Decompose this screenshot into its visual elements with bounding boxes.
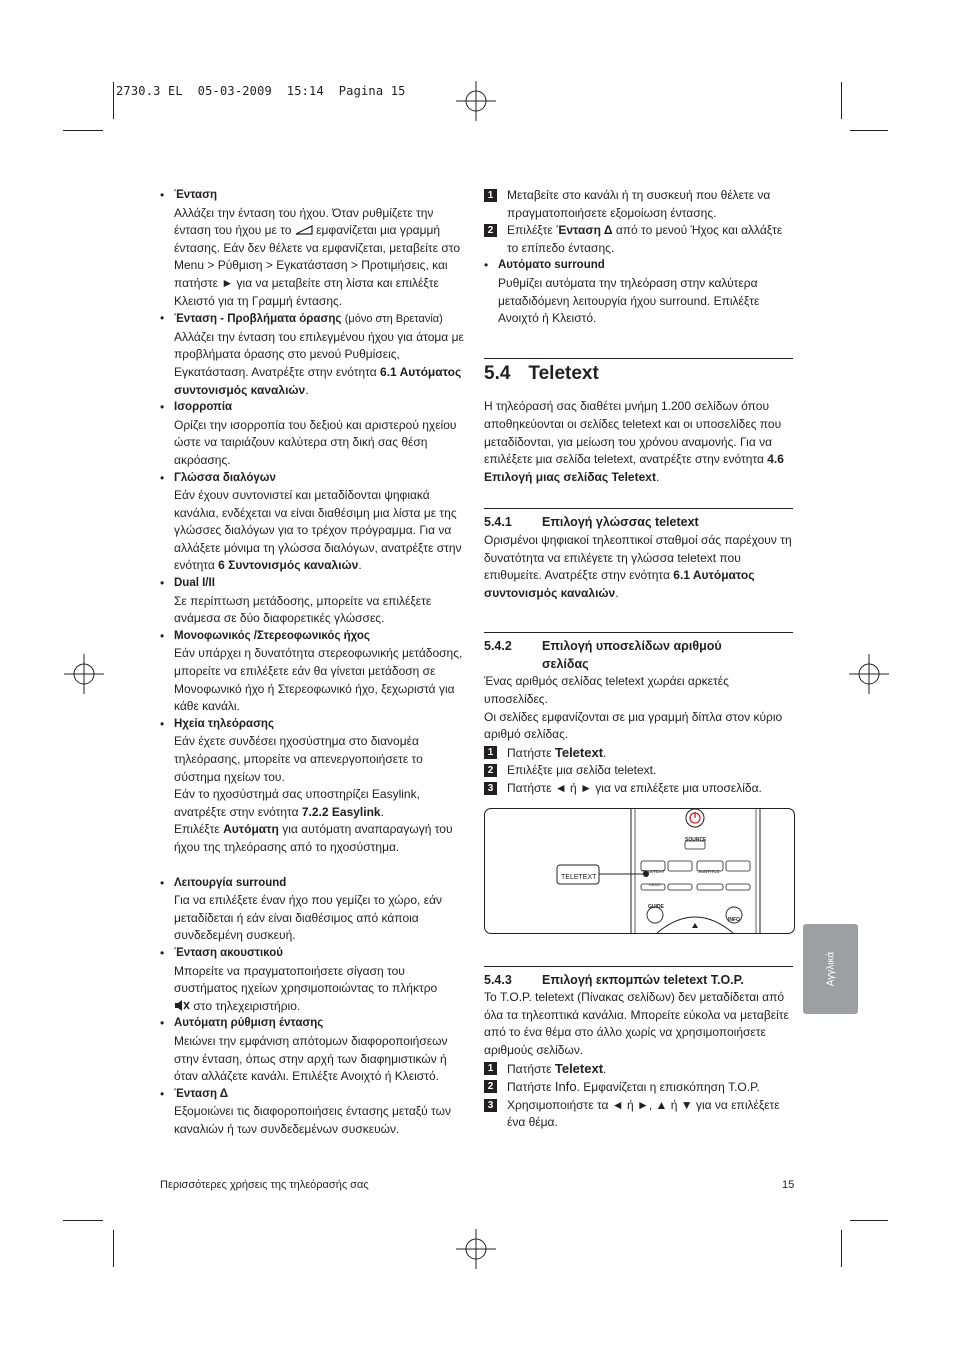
registration-mark-icon [849,654,889,694]
list-item: • Γλώσσα διαλόγων Εάν έχουν συντονιστεί και μεταδίδονται ψηφιακά κανάλια, ενδέχεται να είναι διαθέσιμη μια λίστα με της γλώσσες διαλόγων για το τρέχον πρόγραμμα. Για να αλλάξετε μόνιμα τη γλώσσα διαλόγων, ανατρέξτε στην ενότητα 6 Συντονισμός καναλιών. [160,470,470,576]
language-tab: Αγγλικά [803,924,858,1014]
crop-mark [63,1220,103,1221]
item-title: Γλώσσα διαλόγων [174,471,276,484]
right-column [484,187,796,1132]
subsection-body: Ένας αριθμός σελίδας teletext χωράει αρκετές υποσελίδες. [484,674,729,707]
item-body: Επιλέξτε Αυτόματη για αυτόματη αναπαραγωγή του ήχου της τηλεόρασης από το ηχοσύστημα. [174,822,453,854]
item-title: Ένταση - Προβλήματα όρασης [174,313,342,326]
item-body: Εάν έχετε συνδέσει ηχοσύστημα στο διανομέα τηλεόρασης, μπορείτε να απενεργοποιήσετε το σύστημα ηχείων του. [174,734,423,784]
list-item: • Ηχεία τηλεόρασης Εάν έχετε συνδέσει ηχοσύστημα στο διανομέα τηλεόρασης, μπορείτε να απενεργοποιήσετε το σύστημα ηχείων του. Εάν το ηχοσύστημά σας υποστηρίζει Easylink, ανατρέξτε στην ενότητα 7.2.2 Easylink. Επιλέξτε Αυτόματη για αυτόματη αναπαραγωγή του ήχου της τηλεόρασης από το ηχοσύστημα. [160,716,470,857]
crop-mark [841,82,842,119]
list-item: • Ένταση - Προβλήματα όρασης (μόνο στη Βρετανία) Αλλάζει την ένταση του επιλεγμένου ήχου για άτομα με προβλήματα όρασης στο μενού Ρυθμίσεις, Εγκατάσταση. Ανατρέξτε στην ενότητα 6.1 Αυτόματος συντονισμός καναλιών. [160,310,470,399]
mute-icon [174,999,190,1012]
section-intro: Η τηλεόρασή σας διαθέτει μνήμη 1.200 σελίδων όπου αποθηκεύονται οι σελίδες teletext και οι υποσελίδες που μεταδίδονται, για μείωση του χρόνου αναμονής. Για να επιλέξετε μια σελίδα teletext, ανατρέξτε στην ενότητα 4.6 Επιλογή μιας σελίδας Teletext. [484,399,784,484]
subsection-body: Ορισμένοι ψηφιακοί τηλεοπτικοί σταθμοί σάς παρέχουν τη δυνατότητα να επιλέγετε τη γλώσσα teletext που επιθυμείτε. Ανατρέξτε στην ενότητα 6.1 Αυτόματος συντονισμός καναλιών. [484,532,792,600]
remote-drawing [485,809,794,933]
item-title: Ηχεία τηλεόρασης [174,717,274,730]
section-rule [484,966,793,967]
section-rule [484,508,793,509]
info-button: INFO [728,916,740,923]
item-note: (μόνο στη Βρετανία) [344,313,443,326]
footer-title: Περισσότερες χρήσεις της τηλεόρασής σας [160,1179,369,1191]
subsection-title: 5.4.3 Επιλογή εκπομπών teletext T.O.P. [484,972,744,987]
crop-mark [850,130,888,131]
arrow-right-icon: ► [221,275,234,290]
section-rule [484,632,793,633]
source-label: SOURCE [685,836,707,843]
subsection-title: 5.4.1 Επιλογή γλώσσας teletext [484,515,699,530]
item-body: Ορίζει την ισορροπία του δεξιού και αριστερού ηχείου ώστε να ταιριάζουν καλύτερα στη δική σας θέση ακρόασης. [174,417,457,467]
crop-mark [841,1230,842,1267]
list-item: • Μονοφωνικός /Στερεοφωνικός ήχος Εάν υπάρχει η δυνατότητα στερεοφωνικής μετάδοσης, μπορείτε να επιλέξετε εάν θα γίνεται μετάδοση σε Μονοφωνικό ήχο ή Στερεοφωνικό ήχο, ξεχωριστά για κάθε κανάλι. [160,628,470,716]
remote-control-illustration [484,808,795,934]
callout-label: TELETEXT [561,873,597,881]
subsection-title: 5.4.2 Επιλογή υποσελίδων αριθμού σελίδας [484,639,722,671]
step: 1 Πατήστε Teletext. [484,1060,796,1079]
step: 2 Επιλέξτε μια σελίδα teletext. [484,762,796,780]
registration-mark-icon [456,1229,496,1269]
crop-mark [850,1220,888,1221]
item-body: Σε περίπτωση μετάδοσης, μπορείτε να επιλέξετε ανάμεσα σε δύο διαφορετικές γλώσσες. [174,593,432,626]
section-rule [484,358,793,359]
section-title: 5.4 Teletext [484,362,599,384]
item-title: Αυτόματη ρύθμιση έντασης [174,1017,324,1030]
item-body: Εξομοιώνει τις διαφοροποιήσεις έντασης μεταξύ των καναλιών ή των συνδεδεμένων συσκευών. [174,1104,451,1136]
item-body: Ρυθμίζει αυτόματα την τηλεόραση στην καλύτερα μεταδιδόμενη λειτουργία ήχου surround. Επιλέξτε Ανοιχτό ή Κλειστό. [498,275,760,326]
step: 1 Πατήστε Teletext. [484,744,796,763]
item-title: Ένταση [174,189,217,201]
item-title: Λειτουργία surround [174,876,287,889]
item-title: Ισορροπία [174,401,233,414]
step: 3 Χρησιμοποιήστε τα ◄ ή ►, ▲ ή ▼ για να επιλέξετε ένα θέμα. [484,1097,796,1132]
step: 2 Επιλέξτε Ένταση Δ από το μενού Ήχος και αλλάξτε το επίπεδο έντασης. [484,222,796,257]
volume-icon [295,225,313,235]
item-title: Dual I/II [174,577,215,590]
item-body: Αλλάζει την ένταση του ήχου. Όταν ρυθμίζετε την ένταση του ήχου με το εμφανίζεται μια γραμμή έντασης. Εάν δεν θέλετε να εμφανίζεται, μεταβείτε στο Menu > Ρύθμιση > Εγκατάσταση > Προτιμήσεις, και πατήστε ► για να μεταβείτε στη λίστα και επιλέξτε Κλειστό για τη Γραμμή έντασης. [174,205,460,308]
list-item: • Ένταση Δ Εξομοιώνει τις διαφοροποιήσεις έντασης μεταξύ των καναλιών ή των συνδεδεμένων συσκευών. [160,1086,470,1139]
list-item: • Αυτόματο surround Ρυθμίζει αυτόματα την τηλεόραση στην καλύτερα μεταδιδόμενη λειτουργία ήχου surround. Επιλέξτε Ανοιχτό ή Κλειστό. [484,257,796,327]
registration-mark-icon [456,81,496,121]
item-title: Ένταση Δ [174,1087,229,1100]
list-item: • Ισορροπία Ορίζει την ισορροπία του δεξιού και αριστερού ηχείου ώστε να ταιριάζουν καλύτερα στη δική σας θέση ακρόασης. [160,399,470,469]
item-title: Αυτόματο surround [498,259,605,272]
item-body: Μειώνει την εμφάνιση απότομων διαφοροποιήσεων στην ένταση, όπως στην αρχή των διαφημιστικών ή όταν αλλάζετε κανάλι. Επιλέξτε Ανοιχτό ή Κλειστό. [174,1033,448,1084]
list-item: • Dual I/II Σε περίπτωση μετάδοσης, μπορείτε να επιλέξετε ανάμεσα σε δύο διαφορετικές γλώσσες. [160,575,470,628]
item-body: Για να επιλέξετε έναν ήχο που γεμίζει το χώρο, εάν μεταδίδεται ή εάν είναι διαθέσιμος από κάποια συνδεδεμένη συσκευή. [174,893,443,943]
crop-mark [113,1230,114,1267]
guide-label: GUIDE [648,903,664,910]
step: 3 Πατήστε ◄ ή ► για να επιλέξετε μια υποσελίδα. [484,780,796,798]
print-header: 2730.3 EL 05-03-2009 15:14 Pagina 15 [116,84,406,98]
crop-mark [113,82,114,119]
item-body: Μπορείτε να πραγματοποιήσετε σίγαση του συστήματος ηχείων χρησιμοποιώντας το πλήκτρο στο τηλεχειριστήριο. [174,963,438,1013]
list-item: • Αυτόματη ρύθμιση έντασης Μειώνει την εμφάνιση απότομων διαφοροποιήσεων στην ένταση, όπως στην αρχή των διαφημιστικών ή όταν αλλάζετε κανάλι. Επιλέξτε Ανοιχτό ή Κλειστό. [160,1015,470,1085]
subsection-body: Οι σελίδες εμφανίζονται σε μια γραμμή δίπλα στον κύριο αριθμό σελίδας. [484,709,783,742]
item-body: Εάν το ηχοσύστημά σας υποστηρίζει Easylink, ανατρέξτε στην ενότητα 7.2.2 Easylink. [174,787,420,819]
list-item: • Ένταση Αλλάζει την ένταση του ήχου. Όταν ρυθμίζετε την ένταση του ήχου με το εμφανίζεται μια γραμμή έντασης. Εάν δεν θέλετε να εμφανίζεται, μεταβείτε στο Menu > Ρύθμιση > Εγκατάσταση > Προτιμήσεις, και πατήστε ► για να μεταβείτε στη λίστα και επιλέξτε Κλειστό για τη Γραμμή έντασης. [160,187,470,310]
item-body: Αλλάζει την ένταση του επιλεγμένου ήχου για άτομα με προβλήματα όρασης στο μενού Ρυθμίσεις, Εγκατάσταση. Ανατρέξτε στην ενότητα 6.1 Αυτόματος συντονισμός καναλιών. [174,329,464,397]
item-body: Εάν υπάρχει η δυνατότητα στερεοφωνικής μετάδοσης, μπορείτε να επιλέξετε εάν θα γίνεται μετάδοση σε Μονοφωνικό ήχο ή Στερεοφωνικό ήχο, ξεχωριστά για κάθε κανάλι. [174,646,463,714]
step-number: 2 [484,224,497,237]
page-number: 15 [782,1179,795,1191]
item-body: Εάν έχουν συντονιστεί και μεταδίδονται ψηφιακά κανάλια, ενδέχεται να είναι διαθέσιμη μια λίστα με της γλώσσες διαλόγων για το τρέχον πρόγραμμα. Για να αλλάξετε μόνιμα τη γλώσσα διαλόγων, ανατρέξτε στην ενότητα 6 Συντονισμός καναλιών. [174,488,462,573]
item-title: Μονοφωνικός /Στερεοφωνικός ήχος [174,629,370,642]
step: 2 Πατήστε Info. Εμφανίζεται η επισκόπηση T.O.P. [484,1078,796,1097]
step-text: Μεταβείτε στο κανάλι ή τη συσκευή που θέλετε να πραγματοποιήσετε εξομοίωση έντασης. [507,188,771,220]
step-number: 1 [484,189,497,202]
demo-label: DEMO [649,881,661,887]
step [484,187,796,222]
subsection-body: Το T.O.P. teletext (Πίνακας σελίδων) δεν μεταδίδεται από όλα τα τηλεοπτικά κανάλια. Μπορείτε εύκολα να μεταβείτε από το ένα θέμα στο άλλο χωρίς να χρησιμοποιήσετε αριθμούς σελίδων. [484,990,789,1057]
left-column [160,187,470,1138]
list-item: • Λειτουργία surround Για να επιλέξετε έναν ήχο που γεμίζει το χώρο, εάν μεταδίδεται ή εάν είναι διαθέσιμος από κάποια συνδεδεμένη συσκευή. [160,875,470,945]
crop-mark [63,130,103,131]
teletext-button: TELETEXT [642,868,665,874]
registration-mark-icon [64,654,104,694]
subtitle-button: SUBTITLE [698,868,720,874]
list-item: • Ένταση ακουστικού Μπορείτε να πραγματοποιήσετε σίγαση του συστήματος ηχείων χρησιμοποιώντας το πλήκτρο στο τηλεχειριστήριο. [160,945,470,1015]
item-title: Ένταση ακουστικού [174,946,283,959]
